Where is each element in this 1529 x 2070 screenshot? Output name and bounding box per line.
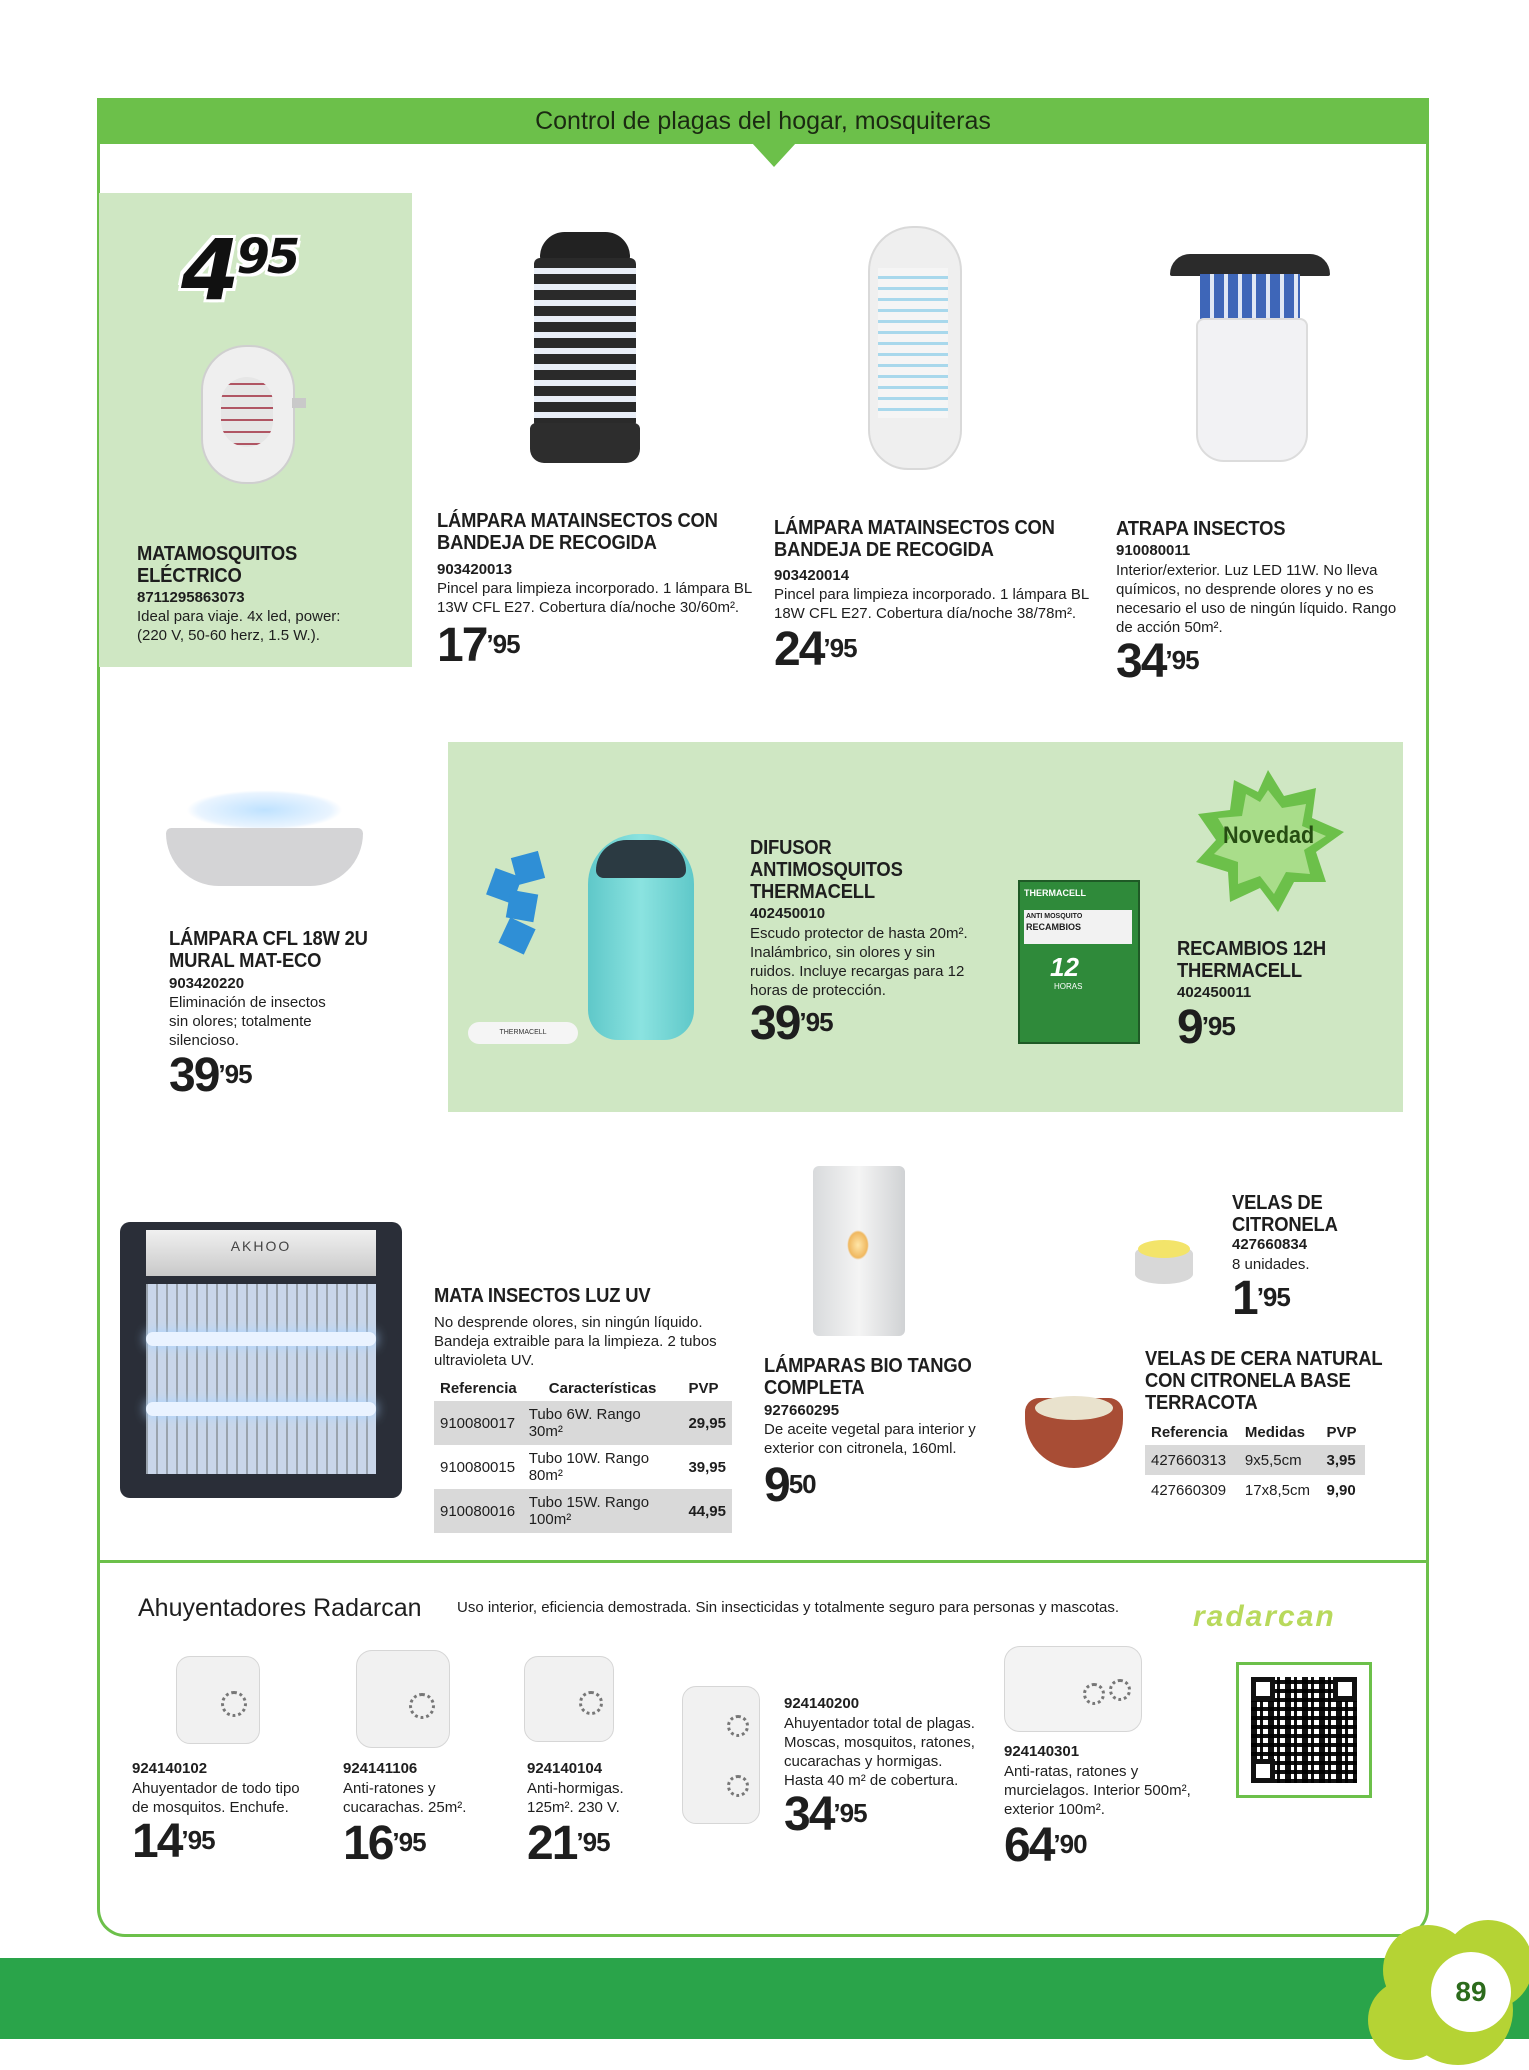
section-title: Ahuyentadores Radarcan (138, 1594, 422, 1622)
product-name: LÁMPARA CFL 18W 2U MURAL MAT-ECO (169, 928, 368, 972)
product-ref: 910080011 (1116, 542, 1191, 559)
page-title: Control de plagas del hogar, mosquiteras (535, 107, 991, 135)
product-desc: Pincel para limpieza incorporado. 1 lámpara BL 18W CFL E27. Cobertura día/noche 38/78m². (774, 586, 1089, 622)
product-ref: 924141106 (343, 1760, 418, 1777)
product-price: $34^{’95}$ (784, 1788, 867, 1841)
product-desc: 8 unidades. (1232, 1256, 1310, 1273)
product-desc: Anti-ratas, ratones y murcielagos. Interior 500m², exterior 100m². (1004, 1763, 1191, 1818)
product-ref: 402450011 (1177, 984, 1252, 1001)
product-ref: 924140200 (784, 1695, 860, 1712)
table-header: Referencia (440, 1380, 517, 1397)
repeller-image (524, 1656, 614, 1742)
product-ref: 927660295 (764, 1402, 840, 1419)
product-desc: Anti-ratones y cucarachas. 25m². (343, 1780, 467, 1816)
product-desc: Pincel para limpieza incorporado. 1 lámpara BL 13W CFL E27. Cobertura día/noche 30/60m². (437, 580, 752, 616)
product-desc: Ideal para viaje. 4x led, power: (220 V, 50-60 herz, 1.5 W.). (137, 608, 341, 644)
bio-tango-lamp-image (813, 1166, 905, 1336)
product-name: DIFUSOR ANTIMOSQUITOS THERMACELL (750, 837, 903, 903)
product-desc: Ahuyentador total de plagas. Moscas, mosquitos, ratones, cucarachas y hormigas. Hasta 40 m² de cobertura. (784, 1715, 975, 1789)
table-header: PVP (1326, 1424, 1357, 1441)
product-desc: No desprende olores, sin ningún líquido. Bandeja extraible para la limpieza. 2 tubos ultravioleta UV. (434, 1314, 717, 1369)
table-row: 910080017 Tubo 6W. Rango 30m² 29,95 (434, 1401, 732, 1445)
product-desc: Interior/exterior. Luz LED 11W. No lleva químicos, no desprende olores y no es necesario el uso de ningún líquido. Rango de acción 50m². (1116, 562, 1397, 636)
table-row: 910080016 Tubo 15W. Rango 100m² 44,95 (434, 1489, 732, 1533)
novedad-label: Novedad (1223, 822, 1315, 849)
product-price: $1^{’95}$ (1232, 1272, 1290, 1325)
product-ref: 903420013 (437, 561, 513, 578)
product-desc: Eliminación de insectos sin olores; totalmente silencioso. (169, 994, 326, 1049)
product-name: VELAS DE CERA NATURAL CON CITRONELA BASE TERRACOTA (1145, 1348, 1383, 1414)
insect-trap-image (1170, 232, 1330, 472)
section-subtitle: Uso interior, eficiencia demostrada. Sin insecticidas y totalmente seguro para personas y mascotas. (457, 1599, 1119, 1616)
page-number: 89 (1431, 1952, 1511, 2032)
product-name: LÁMPARA MATAINSECTOS CON BANDEJA DE RECOGIDA (774, 517, 1055, 561)
repeller-image (356, 1650, 450, 1748)
thermacell-cartridge: THERMACELL (468, 1022, 578, 1044)
table-header: Medidas (1244, 1424, 1305, 1441)
product-name: MATAMOSQUITOS ELÉCTRICO (137, 543, 298, 587)
lamp-black-image (520, 218, 650, 478)
mosquito-killer-image (201, 345, 295, 484)
product-price: $9^{’95}$ (1177, 1001, 1235, 1054)
uv-insect-killer-image: AKHOO (120, 1222, 402, 1498)
product-desc: Anti-hormigas. 125m². 230 V. (527, 1780, 624, 1816)
table-header: Referencia (1151, 1424, 1228, 1441)
candle-image (1135, 1236, 1193, 1288)
product-ref: 924140104 (527, 1760, 603, 1777)
footer-bar (0, 1958, 1529, 2039)
product-name: LÁMPARA MATAINSECTOS CON BANDEJA DE RECOGIDA (437, 510, 718, 554)
candle-price-table (1145, 1420, 1365, 1505)
product-price: $14^{’95}$ (132, 1815, 215, 1868)
uv-price-table (434, 1376, 732, 1533)
table-row: 427660309 17x8,5cm 9,90 (1151, 1481, 1356, 1499)
table-row: 427660313 9x5,5cm 3,95 (1145, 1445, 1365, 1475)
product-desc: De aceite vegetal para interior y exterior con citronela, 160ml. (764, 1421, 976, 1457)
product-price: $39^{’95}$ (169, 1049, 252, 1102)
product-price: $21^{’95}$ (527, 1817, 610, 1870)
product-name: MATA INSECTOS LUZ UV (434, 1285, 651, 1307)
product-price: $9^{50}$ (764, 1459, 816, 1512)
terracotta-candle-image (1025, 1388, 1123, 1474)
repeller-image (176, 1656, 260, 1744)
product-desc: Escudo protector de hasta 20m². Inalámbrico, sin olores y sin ruidos. Incluye recargas para 12 horas de protección. (750, 925, 968, 999)
wall-lamp-image (166, 790, 363, 895)
refills-box-image: THERMACELL ANTI MOSQUITO RECAMBIOS 12 HORAS (1018, 880, 1140, 1044)
product-price: $24^{’95}$ (774, 623, 857, 676)
repeller-image (1004, 1646, 1142, 1732)
product-name: RECAMBIOS 12H THERMACELL (1177, 938, 1326, 982)
radarcan-logo: radarcan (1193, 1600, 1336, 1633)
product-ref: 903420014 (774, 567, 850, 584)
product-ref: 427660834 (1232, 1236, 1308, 1253)
table-header: PVP (688, 1380, 719, 1397)
product-ref: 402450010 (750, 905, 826, 922)
table-header: Características (548, 1380, 657, 1397)
product-price: $17^{’95}$ (437, 619, 520, 672)
product-name: VELAS DE CITRONELA (1232, 1192, 1338, 1236)
product-price: $16^{’95}$ (343, 1817, 426, 1870)
featured-product (99, 193, 412, 667)
header-notch (752, 143, 796, 167)
product-ref: 903420220 (169, 975, 245, 992)
product-ref: 924140102 (132, 1760, 208, 1777)
product-name: ATRAPA INSECTOS (1116, 518, 1286, 540)
thermacell-section (448, 742, 1403, 1112)
product-ref: 924140301 (1004, 1743, 1080, 1760)
repeller-image (682, 1686, 760, 1824)
thermacell-device-image (588, 834, 694, 1040)
product-ref: 8711295863073 (137, 589, 245, 606)
section-divider (97, 1560, 1429, 1563)
product-price: $34^{’95}$ (1116, 635, 1199, 688)
product-price: $64^{’90}$ (1004, 1819, 1087, 1872)
product-desc: Ahuyentador de todo tipo de mosquitos. Enchufe. (132, 1780, 300, 1816)
featured-price: $4^{95}$ (181, 221, 298, 319)
table-row: 910080015 Tubo 10W. Rango 80m² 39,95 (440, 1450, 726, 1484)
product-price: $39^{’95}$ (750, 997, 833, 1050)
product-name: LÁMPARAS BIO TANGO COMPLETA (764, 1355, 972, 1399)
qr-code[interactable] (1236, 1662, 1372, 1798)
lamp-white-image (858, 218, 968, 478)
